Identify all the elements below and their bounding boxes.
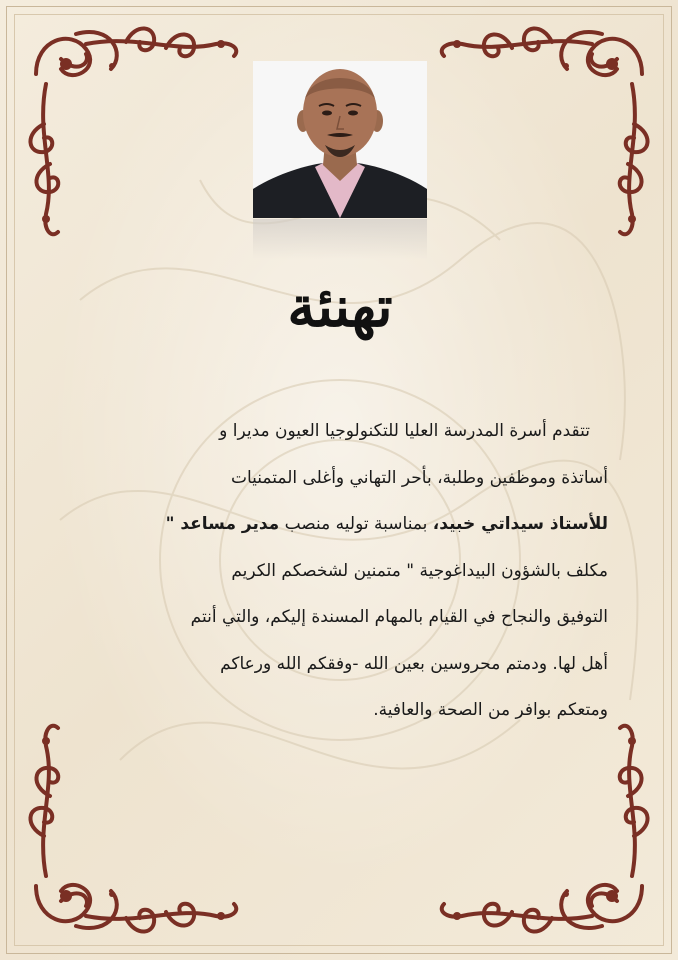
message-line: أهل لها. ودمتم محروسين بعين الله -وفقكم الله ورعاكم — [220, 653, 608, 674]
photo-reflection — [253, 219, 427, 259]
message-line: التوفيق والنجاح في القيام بالمهام المسندة إليكم، والتي أنتم — [190, 607, 608, 627]
portrait-photo — [253, 61, 427, 218]
message-text: بمناسبة توليه منصب — [284, 514, 428, 534]
corner-ornament-icon — [16, 706, 256, 946]
message-line: ومتعكم بوافر من الصحة والعافية. — [373, 700, 608, 720]
page-title: تهنئة — [287, 274, 393, 340]
message-line: تتقدم أسرة المدرسة العليا للتكنولوجيا العيون مديرا و — [219, 421, 590, 441]
position-title: مدير مساعد " — [165, 514, 280, 534]
corner-ornament-icon — [422, 14, 662, 254]
corner-ornament-icon — [16, 14, 256, 254]
congratulation-message — [70, 408, 608, 734]
honoree-name: للأستاذ سيداتي خبيد، — [432, 514, 608, 534]
corner-ornament-icon — [422, 706, 662, 946]
message-line — [70, 501, 608, 548]
person-portrait-icon — [253, 61, 427, 218]
message-line: أساتذة وموظفين وطلبة، بأحر التهاني وأغلى المتمنيات — [230, 467, 608, 488]
message-line: مكلف بالشؤون البيداغوجية " متمنين لشخصكم الكريم — [231, 560, 608, 581]
